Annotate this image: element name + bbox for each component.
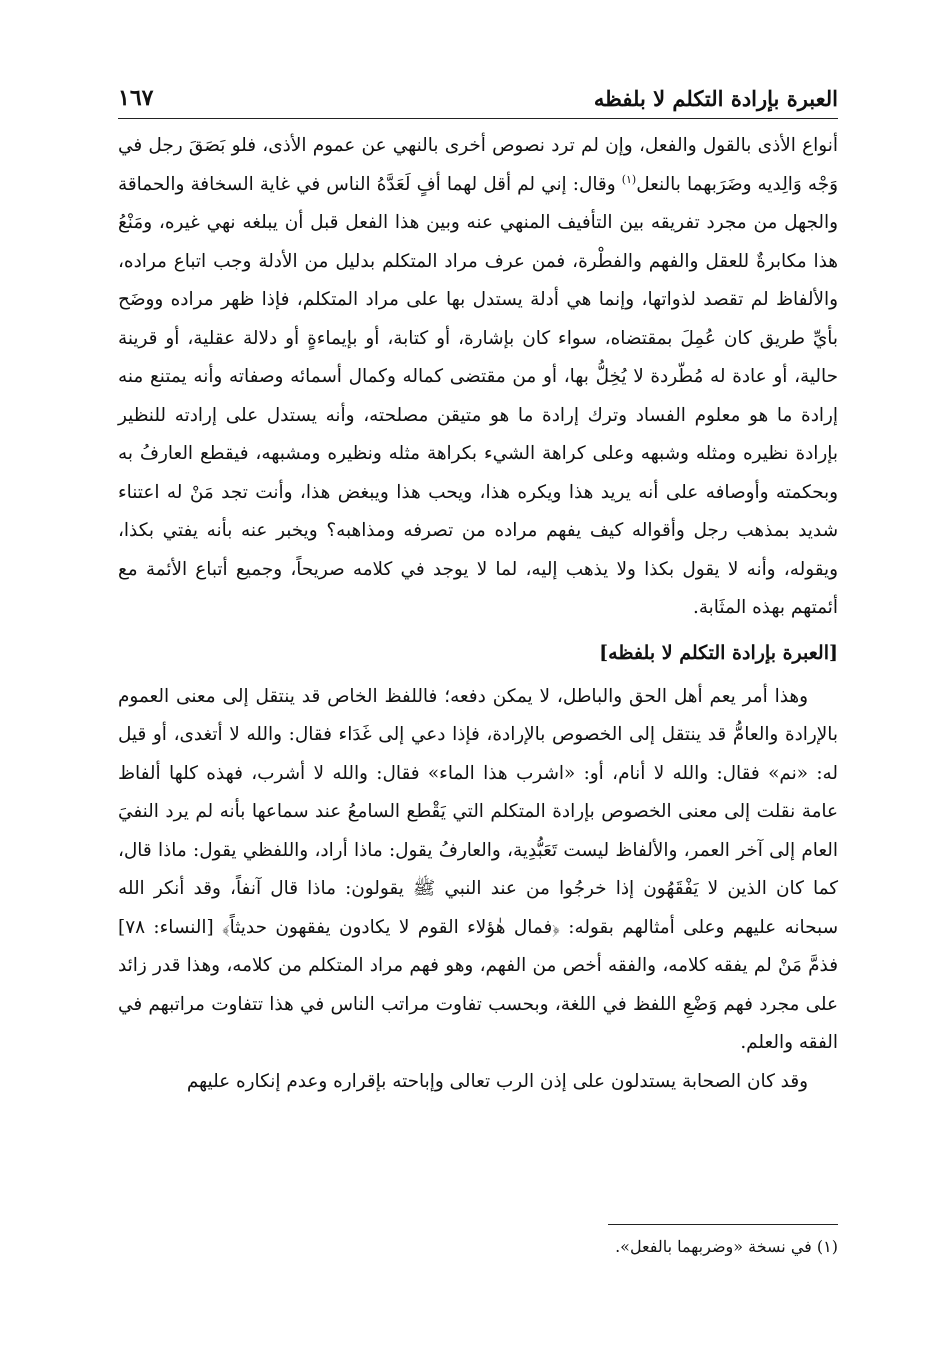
paragraph-3: وقد كان الصحابة يستدلون على إذن الرب تعالى وإباحته بإقراره وعدم إنكاره عليهم [186, 1070, 808, 1092]
footnote-marker: (١) [621, 172, 637, 186]
running-header [118, 80, 838, 119]
paragraph-2: وهذا أمر يعم أهل الحق والباطل، لا يمكن دفعه؛ فاللفظ الخاص قد ينتقل إلى معنى العموم بالإرادة والعامُّ قد ينتقل إلى الخصوص بالإرادة، فإذا دعي إلى غَدَاء فقال: والله لا أتغدى، أو قيل له: «نم» فقال: والله لا أنام، أو: «اشرب هذا الماء» فقال: والله لا أشرب، فهذه كلها ألفاظ عامة نقلت إلى معنى الخصوص بإرادة المتكلم التي يَقْطع السامعُ عند سماعها بأنه لم يرد النفيَ العام إلى آخر العمر، والألفاظ ليست تَعَبُّدِية، والعارفُ يقول: ماذا أراد، واللفظي يقول: ماذا قال، كما كان الذين لا يَفْقَهُون إذا خرجُوا من عند النبي ﷺ يقولون: ماذا قال آنفاً، وقد أنكر الله سبحانه عليهم وعلى أمثالهم بقوله: ﴿فمال هٰؤلاء القوم لا يكادون يفقهون حديثاً﴾ [النساء: ٧٨] فذمَّ مَنْ لم يفقه كلامه، والفقه أخص من الفهم، وهو فهم مراد المتكلم من كلامه، وهذا قدر زائد على مجرد فهم وَضْعِ اللفظ في اللغة، وبحسب تفاوت مراتب الناس في هذا تتفاوت مراتبهم في الفقه والعلم. [118, 685, 838, 1053]
paragraph-1-text-a: أنواع الأذى بالقول والفعل، وإن لم ترد نصوص أخرى بالنهي عن عموم الأذى، فلو بَصَقَ رجل في وَجْه وَالِديه وضَرَبهما بالنعل [118, 135, 838, 195]
book-page [118, 80, 838, 1320]
footnote: (١) في نسخة «وضربهما بالفعل». [615, 1237, 838, 1256]
section-heading: [العبرة بإرادة التكلم لا بلفظه] [599, 641, 838, 664]
page-number: ١٦٧ [118, 85, 154, 111]
paragraph-1 [118, 127, 838, 628]
running-header-title: العبرة بإرادة التكلم لا بلفظه [593, 85, 838, 111]
paragraph-1-text-b: وقال: إني لم أقل لهما أفٍ لَعَدَّهُ الناس في غاية السخافة والحماقة والجهل من مجرد تفريقه بين التأفيف المنهي عنه وبين هذا الفعل قبل أن يبلغه نهي غيره، ومَنْعُ هذا مكابرةٌ للعقل والفهم والفطْرة، فمن عرف مراد المتكلم بدليل من الأدلة وجب اتباع مراده، والألفاظ لم تقصد لذواتها، وإنما هي أدلة يستدل بها على مراد المتكلم، فإذا ظهر مراده ووضَح بأيِّ طريق كان عُمِلَ بمقتضاه، سواء كان بإشارة، أو كتابة، أو بإيماءةٍ أو دلالة عقلية، أو قرينة حالية، أو عادة له مُطّردة لا يُخِلُّ بها، أو من مقتضى كماله وكمال أسمائه وصفاته وأنه يمتنع منه إرادة ما هو معلوم الفساد وترك إرادة ما هو متيقن مصلحته، وأنه يستدل على إرادته للنظير بإرادة نظيره ومثله وشبهه وعلى كراهة الشيء بكراهة مثله ونظيره ومشبهه، فيقطع العارفُ به وبحكمته وأوصافه على أنه يريد هذا ويكره هذا، ويحب هذا ويبغض هذا، وأنت تجد مَنْ له اعتناء شديد بمذهب رجل وأقواله كيف يفهم مراده من تصرفه ومذاهبه؟ ويخبر عنه بأنه يفتي بكذا، ويقوله، وأنه لا يقول بكذا ولا يذهب إليه، لما لا يوجد في كلامه صريحاً، وجميع أتباع الأئمة مع أئمتهم بهذه المثَابة. [118, 173, 838, 618]
footnote-divider [608, 1224, 838, 1225]
